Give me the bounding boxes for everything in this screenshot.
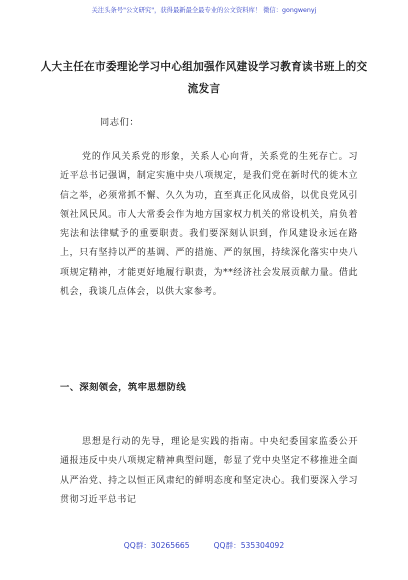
body-paragraph-2: 思想是行动的先导，理论是实践的指南。中央纪委国家监委公开通报违反中央八项规定精神典型问题，彰显了党中央坚定不移推进全面从严治党、持之以恒正风肃纪的鲜明态度和坚定决心。我们要深入学习贯彻习近平总书记 [60, 437, 358, 505]
footer-qq-group-2: QQ群：535304092 [213, 541, 285, 550]
footer-qq-group-1: QQ群：30265665 [123, 541, 190, 550]
page-footer [0, 541, 408, 551]
document-title: 人大主任在市委理论学习中心组加强作风建设学习教育读书班上的交流发言 [40, 61, 368, 95]
salutation: 同志们： [100, 117, 140, 128]
page-header-banner: 关注头条号"公文研究"，获得最新最全最专业的公文资料库！ 微信：gongwenyj [91, 7, 317, 14]
body-paragraph-1: 党的作风关系党的形象，关系人心向背，关系党的生死存亡。习近平总书记强调，制定实施中央八项规定，是我们党在新时代的徙木立信之举，必须常抓不懈、久久为功，直至真正化风成俗，以优良党风引领社风民风。市人大常委会作为地方国家权力机关的常设机关，肩负着宪法和法律赋予的重要职责。我们要深刻认识到，作风建设永远在路上，只有坚持以严的基调、严的措施、严的氛围，持续深化落实中央八项规定精神，才能更好地履行职责，为**经济社会发展贡献力量。借此机会，我谈几点体会，以供大家参考。 [60, 152, 358, 298]
section-heading-1: 一、深刻领会，筑牢思想防线 [60, 382, 187, 393]
